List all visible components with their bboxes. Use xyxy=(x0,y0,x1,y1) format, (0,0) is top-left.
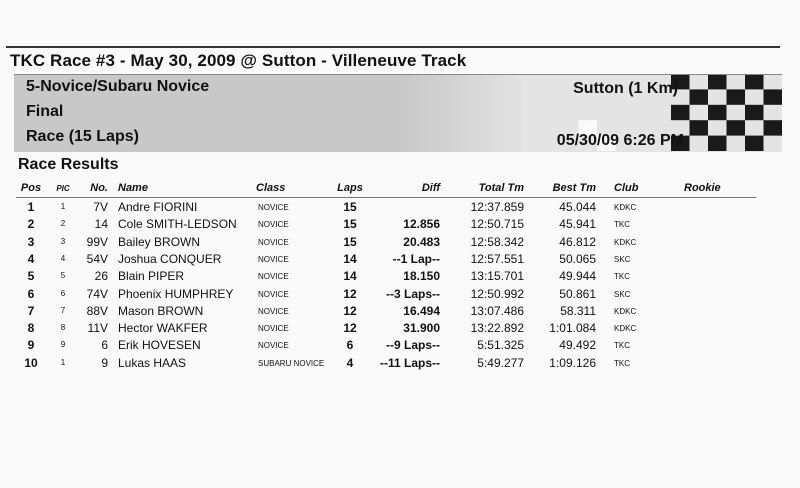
cell-total: 12:50.715 xyxy=(470,217,524,232)
cell-best: 49.944 xyxy=(559,269,596,284)
cell-laps: 14 xyxy=(343,251,357,266)
cell-pic: 8 xyxy=(60,323,66,333)
cell-total: 5:49.277 xyxy=(477,355,524,370)
cell-name: Blain PIPER xyxy=(118,269,185,284)
cell-no: 11V xyxy=(87,321,108,336)
cell-class: NOVICE xyxy=(258,220,289,230)
cell-total: 13:07.486 xyxy=(470,303,524,318)
table-header xyxy=(0,182,800,198)
table-row xyxy=(0,356,800,372)
cell-class: NOVICE xyxy=(258,237,289,247)
page-title: TKC Race #3 - May 30, 2009 @ Sutton - Villeneuve Track xyxy=(10,51,467,70)
cell-diff: --1 Lap-- xyxy=(392,251,440,266)
table-row xyxy=(0,235,800,251)
table-row xyxy=(0,200,800,216)
cell-best: 49.492 xyxy=(559,338,596,353)
cell-total: 13:15.701 xyxy=(470,269,524,284)
cell-pic: 1 xyxy=(60,357,66,367)
cell-pos: 7 xyxy=(27,303,35,318)
cell-class: NOVICE xyxy=(258,324,289,334)
cell-no: 74V xyxy=(86,286,108,301)
cell-pos: 1 xyxy=(27,200,35,214)
cell-laps: 6 xyxy=(346,338,354,353)
cell-laps: 15 xyxy=(343,200,357,214)
cell-no: 14 xyxy=(94,217,108,232)
cell-no: 7V xyxy=(93,200,108,214)
cell-name: Andre FIORINI xyxy=(118,200,198,214)
cell-laps: 12 xyxy=(343,286,357,301)
table-row xyxy=(0,287,800,303)
cell-pos: 9 xyxy=(27,338,35,353)
cell-club: TKC xyxy=(614,272,630,282)
cell-diff: --11 Laps-- xyxy=(379,355,440,370)
cell-club: KDKC xyxy=(614,203,637,212)
race-banner xyxy=(14,74,782,152)
cell-best: 1:01.084 xyxy=(549,321,596,336)
cell-class: NOVICE xyxy=(258,341,289,351)
table-row xyxy=(0,304,800,320)
table-row xyxy=(0,252,800,268)
cell-pos: 10 xyxy=(24,355,38,370)
section-title: Race Results xyxy=(18,156,119,173)
cell-best: 1:09.126 xyxy=(549,355,596,370)
cell-pic: 1 xyxy=(60,202,66,211)
cell-name: Hector WAKFER xyxy=(118,321,208,336)
session-name: Final xyxy=(26,103,64,120)
cell-no: 26 xyxy=(94,269,108,284)
cell-club: TKC xyxy=(614,341,630,351)
col-club: Club xyxy=(614,182,639,194)
col-laps: Laps xyxy=(337,182,363,194)
cell-name: Erik HOVESEN xyxy=(118,338,201,353)
cell-name: Lukas HAAS xyxy=(118,355,187,370)
cell-pic: 5 xyxy=(60,271,66,281)
cell-diff: 18.150 xyxy=(403,269,440,284)
cell-name: Joshua CONQUER xyxy=(118,251,222,266)
track-name: Sutton (1 Km) xyxy=(573,80,678,97)
cell-no: 99V xyxy=(86,234,108,249)
col-pos: Pos xyxy=(20,182,42,194)
cell-best: 50.861 xyxy=(559,286,596,301)
cell-best: 46.812 xyxy=(559,234,596,249)
col-best: Best Tm xyxy=(552,182,596,194)
cell-pos: 8 xyxy=(27,321,35,336)
cell-pos: 2 xyxy=(27,217,35,232)
cell-total: 12:58.342 xyxy=(470,234,524,249)
cell-laps: 12 xyxy=(343,321,357,336)
cell-laps: 15 xyxy=(343,217,357,232)
table-row xyxy=(0,217,800,233)
cell-name: Cole SMITH-LEDSON xyxy=(118,217,237,232)
cell-club: TKC xyxy=(614,220,630,230)
cell-total: 13:22.892 xyxy=(470,321,524,336)
cell-diff: --9 Laps-- xyxy=(386,338,440,353)
cell-no: 9 xyxy=(101,355,108,370)
cell-pic: 3 xyxy=(60,236,66,246)
cell-total: 12:50.992 xyxy=(470,286,524,301)
cell-diff: --3 Laps-- xyxy=(386,286,440,301)
cell-pos: 3 xyxy=(27,234,35,249)
cell-club: KDKC xyxy=(614,324,637,334)
cell-no: 88V xyxy=(86,303,108,318)
cell-total: 12:37.859 xyxy=(470,200,524,214)
col-diff: Diff xyxy=(421,182,440,194)
cell-class: NOVICE xyxy=(258,254,289,264)
cell-class: NOVICE xyxy=(258,306,289,316)
cell-pic: 6 xyxy=(60,288,66,298)
cell-club: KDKC xyxy=(614,306,637,316)
col-name: Name xyxy=(118,182,148,194)
cell-diff: 12.856 xyxy=(403,217,440,232)
col-rookie: Rookie xyxy=(684,182,721,194)
cell-pic: 4 xyxy=(60,253,66,263)
cell-laps: 14 xyxy=(343,269,357,284)
cell-pos: 4 xyxy=(27,251,35,266)
cell-best: 45.044 xyxy=(559,200,596,214)
cell-diff: 20.483 xyxy=(403,234,440,249)
cell-diff: 16.494 xyxy=(403,303,440,318)
cell-total: 5:51.325 xyxy=(477,338,524,353)
cell-class: NOVICE xyxy=(258,203,289,212)
col-no: No. xyxy=(90,182,108,194)
col-total: Total Tm xyxy=(478,182,524,194)
cell-club: SKC xyxy=(614,254,631,264)
table-row xyxy=(0,269,800,285)
cell-name: Mason BROWN xyxy=(118,303,204,318)
cell-club: SKC xyxy=(614,289,631,299)
cell-club: TKC xyxy=(614,358,630,368)
cell-total: 12:57.551 xyxy=(470,251,524,266)
cell-laps: 15 xyxy=(343,234,357,249)
cell-pic: 2 xyxy=(60,219,66,229)
header-rule xyxy=(16,197,756,198)
cell-class: NOVICE xyxy=(258,272,289,282)
cell-best: 58.311 xyxy=(560,303,596,318)
cell-club: KDKC xyxy=(614,237,637,247)
col-pic: PIC xyxy=(56,184,70,193)
cell-laps: 12 xyxy=(343,303,357,318)
cell-laps: 4 xyxy=(346,355,354,370)
race-datetime: 05/30/09 6:26 PM xyxy=(556,132,684,149)
table-row xyxy=(0,338,800,354)
cell-pos: 6 xyxy=(27,286,35,301)
cell-name: Phoenix HUMPHREY xyxy=(118,286,234,301)
cell-diff: 31.900 xyxy=(403,321,440,336)
cell-pos: 5 xyxy=(27,269,35,284)
cell-pic: 7 xyxy=(60,305,66,315)
table-row xyxy=(0,321,800,337)
cell-best: 45.941 xyxy=(559,217,596,232)
race-name: Race (15 Laps) xyxy=(26,128,139,145)
cell-pic: 9 xyxy=(60,340,66,350)
cell-no: 6 xyxy=(101,338,108,353)
cell-class: NOVICE xyxy=(258,289,289,299)
col-class: Class xyxy=(256,182,286,194)
cell-no: 54V xyxy=(86,251,108,266)
cell-best: 50.065 xyxy=(559,251,596,266)
top-rule xyxy=(6,46,780,48)
cell-class: SUBARU NOVICE xyxy=(258,358,325,368)
class-name: 5-Novice/Subaru Novice xyxy=(26,78,210,95)
cell-name: Bailey BROWN xyxy=(118,234,201,249)
